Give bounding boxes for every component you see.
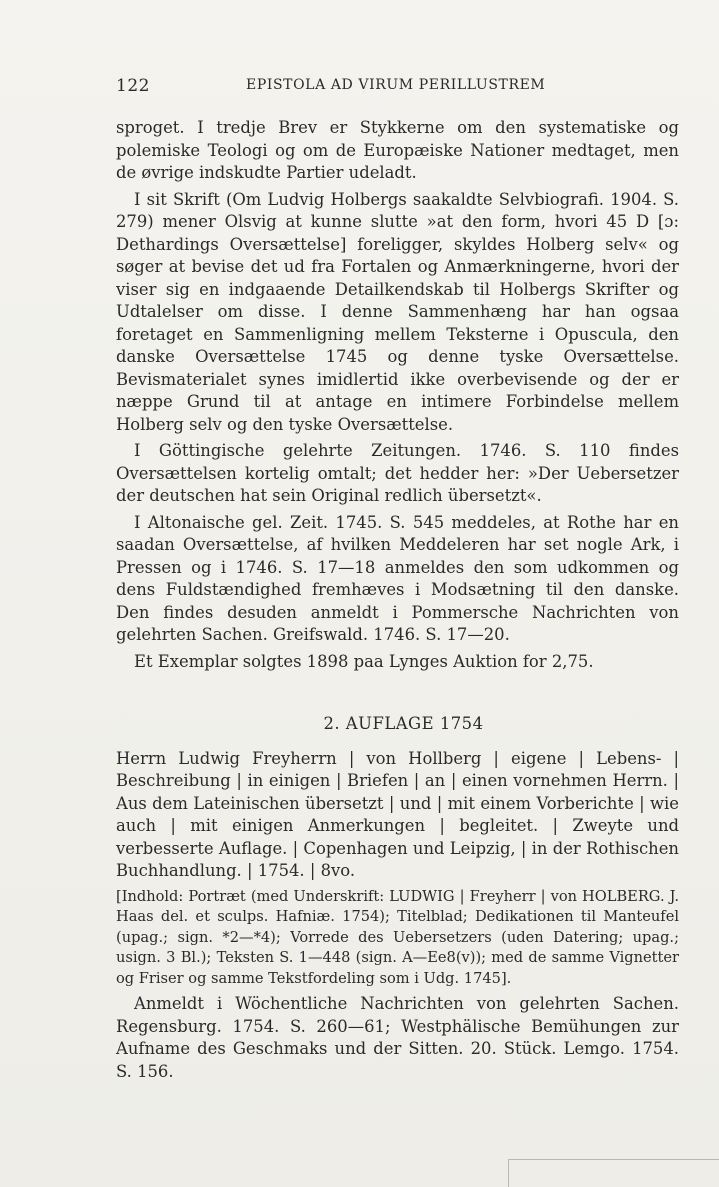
paragraph-2: I sit Skrift (Om Ludvig Holbergs saakaldte Selvbiografi. 1904. S. 279) mener Olsvig at kunne slutte »at den form, hvori 45 D [ɔ: Dethardings Oversættelse] foreligger, skyldes Holberg selv« og søger at bevise det ud fra Fortalen og Anmærkningerne, hvori der viser sig en indgaaende Detailkendskab til Holbergs Skrifter og Udtalelser om disse. I denne Sammenhæng har han ogsaa foretaget en Sammenligning mellem Teksterne i Opuscula, den danske Oversættelse 1745 og denne tyske Oversættelse. Bevismaterialet synes imidlertid ikke overbevisende og der er næppe Grund til at antage en intimere Forbindelse mellem Holberg selv og den tyske Oversættelse. xyxy=(116,189,679,434)
page-corner-border xyxy=(508,1159,719,1187)
paragraph-3: I Göttingische gelehrte Zeitungen. 1746. S. 110 findes Oversættelsen kortelig omtalt; det hedder her: »Der Uebersetzer der deutschen hat sein Original redlich übersetzt«. xyxy=(116,441,679,505)
running-title: EPISTOLA AD VIRUM PERILLUSTREM xyxy=(246,77,546,93)
body-text xyxy=(116,117,679,1083)
paragraph-4: I Altonaische gel. Zeit. 1745. S. 545 meddeles, at Rothe har en saadan Oversættelse, af hvilken Meddeleren har set nogle Ark, i Pressen og i 1746. S. 17—18 anmeldes den som udkommen og dens Fuldstændighed fremhæves i Modsætning til den danske. Den findes desuden anmeldt i Pommersche Nachrichten von gelehrten Sachen. Greifswald. 1746. S. 17—20. xyxy=(116,512,679,644)
paragraph-5: Et Exemplar solgtes 1898 paa Lynges Auktion for 2,75. xyxy=(134,651,594,671)
page-number: 122 xyxy=(116,76,150,96)
section-heading: 2. AUFLAGE 1754 xyxy=(323,714,484,733)
review-note: Anmeldt i Wöchentliche Nachrichten von gelehrten Sachen. Regensburg. 1754. S. 260—61; Westphälische Bemühungen zur Aufname des Geschmaks und der Sitten. 20. Stück. Lemgo. 1754. S. 156. xyxy=(116,994,679,1081)
page-header xyxy=(116,74,684,96)
contents-note: [Indhold: Portræt (med Underskrift: LUDWIG | Freyherr | von HOLBERG. J. Haas del. et sculps. Hafniæ. 1754); Titelblad; Dedikationen til Manteufel (upag.; sign. *2—*4); Vorrede des Uebersetzers (uden Datering; upag.; usign. 3 Bl.); Teksten S. 1—448 (sign. A—Ee8(v)); med de samme Vignetter og Friser og samme Tekstfordeling som i Udg. 1745]. xyxy=(116,887,679,987)
paragraph-1: sproget. I tredje Brev er Stykkerne om den systematiske og polemiske Teologi og om de Europæiske Nationer medtaget, men de øvrige indskudte Partier udeladt. xyxy=(116,118,679,182)
title-description: Herrn Ludwig Freyherrn | von Hollberg | eigene | Lebens- | Beschreibung | in einigen | Briefen | an | einen vornehmen Herrn. | Aus dem Lateinischen übersetzt | und | mit einem Vorberichte | wie auch | mit einigen Anmerkungen | begleitet. | Zweyte und verbesserte Auflage. | Copenhagen und Leipzig, | in der Rothischen Buchhandlung. | 1754. | 8vo. xyxy=(116,748,679,880)
